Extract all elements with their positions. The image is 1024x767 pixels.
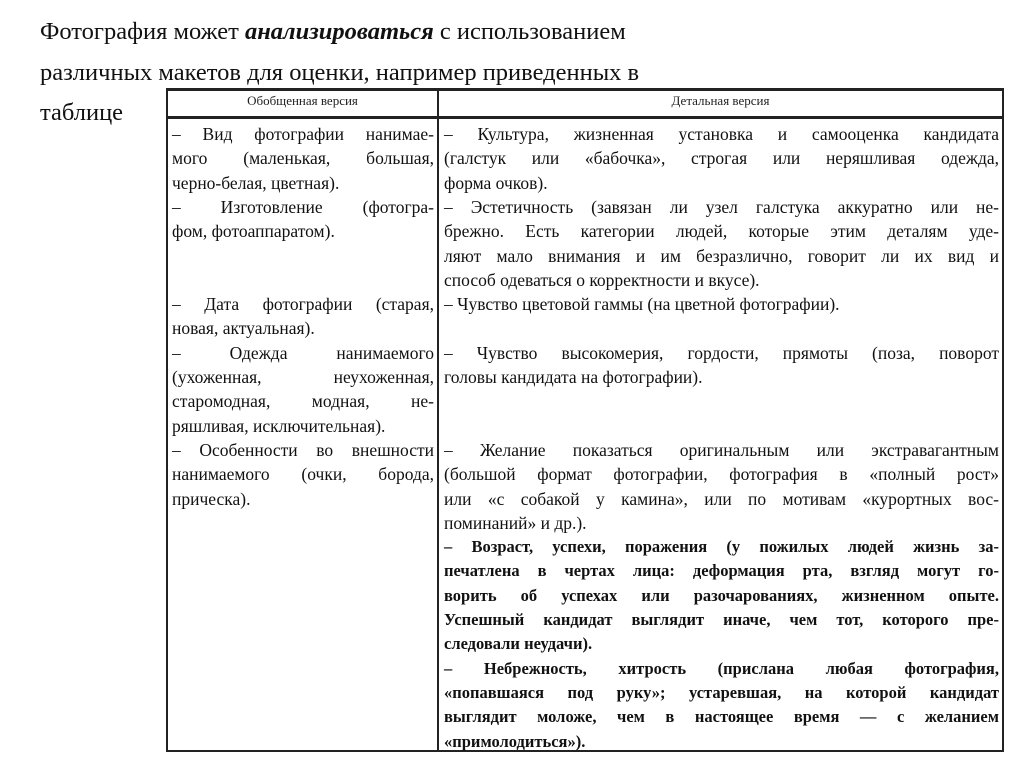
comparison-table: [166, 88, 1004, 752]
title-emphasis: анализироваться: [244, 18, 434, 45]
right-cell-line: Успешный кандидат выглядит иначе, чем тот, которого пре-: [444, 610, 999, 629]
left-cell-line: – Особенности во внешности: [172, 439, 434, 460]
right-cell-line: брежно. Есть категории людей, которые этим деталям уде-: [444, 221, 999, 242]
left-cell-line: прическа).: [172, 488, 251, 509]
right-cell-line: – Чувство цветовой гаммы (на цветной фотографии).: [444, 294, 840, 315]
right-cell-line: «попавшаяся под руку»; устаревшая, на которой кандидат: [444, 682, 999, 702]
left-cell-line: нанимаемого (очки, борода,: [172, 464, 434, 485]
header-detailed: Детальная версия: [671, 93, 770, 108]
title-line-3: таблице: [40, 99, 124, 126]
right-cell-line: (галстук или «бабочка», строгая или неряшливая одежда,: [444, 148, 999, 169]
right-cell-line: форма очков).: [444, 172, 548, 193]
left-cell-line: – Дата фотографии (старая,: [172, 294, 434, 315]
right-cell-line: – Возраст, успехи, поражения (у пожилых людей жизнь за-: [444, 537, 999, 557]
left-cell-line: черно-белая, цветная).: [172, 172, 340, 193]
right-cell-line: «примолодиться»).: [444, 731, 586, 751]
right-cell-line: ляют мало внимания и им безразлично, говорит ли их вид и: [444, 245, 999, 266]
left-cell-line: – Одежда нанимаемого: [172, 342, 434, 363]
right-cell-line: следовали неудачи).: [444, 634, 593, 654]
title-line-2: различных макетов для оценки, например приведенных в: [40, 58, 640, 86]
right-cell-line: головы кандидата на фотографии).: [444, 367, 703, 387]
header-generalized: Обобщенная версия: [247, 93, 358, 108]
column-divider: [437, 91, 439, 750]
header-divider: [168, 116, 1002, 119]
right-cell-line: – Желание показаться оригинальным или экстравагантным: [444, 439, 999, 460]
left-cell-line: ряшливая, исключительная).: [172, 415, 386, 436]
right-cell-line: – Культура, жизненная установка и самооценка кандидата: [444, 124, 999, 144]
left-cell-line: старомодная, модная, не-: [172, 391, 434, 412]
right-cell-line: печатлена в чертах лица: деформация рта, взгляд могут го-: [444, 561, 999, 581]
right-cell-line: или «с собакой у камина», или по мотивам «курортных вос-: [444, 488, 999, 509]
right-cell-line: способ одеваться о корректности и вкусе).: [444, 269, 760, 290]
left-cell-line: – Изготовление (фотогра-: [172, 196, 434, 217]
left-cell-line: – Вид фотографии нанимае-: [172, 124, 434, 144]
right-cell-line: – Чувство высокомерия, гордости, прямоты (поза, поворот: [444, 342, 999, 363]
left-cell-line: новая, актуальная).: [172, 318, 315, 339]
left-cell-line: фом, фотоаппаратом).: [172, 221, 335, 242]
right-cell-line: – Эстетичность (завязан ли узел галстука аккуратно или не-: [444, 196, 999, 217]
right-cell-line: ворить об успехах или разочарованиях, жизненном опыте.: [444, 585, 999, 605]
right-cell-line: (большой формат фотографии, фотография в «полный рост»: [444, 464, 999, 485]
left-cell-line: мого (маленькая, большая,: [172, 148, 434, 169]
right-cell-line: поминаний» и др.).: [444, 512, 587, 533]
right-cell-line: выглядит моложе, чем в настоящее время — с желанием: [444, 707, 999, 727]
left-cell-line: (ухоженная, неухоженная,: [172, 367, 434, 387]
right-cell-line: – Небрежность, хитрость (прислана любая фотография,: [444, 658, 999, 678]
title-line-1: Фотография может анализироваться с использованием: [40, 18, 626, 45]
